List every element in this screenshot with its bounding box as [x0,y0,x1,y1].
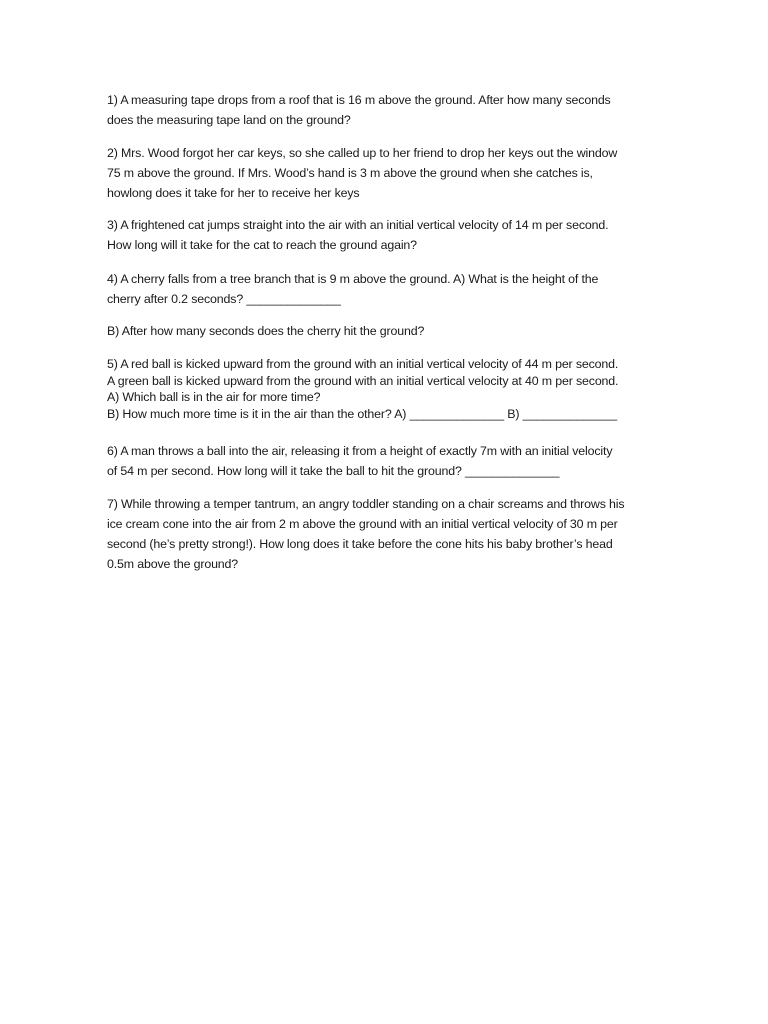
question-line: 2) Mrs. Wood forgot her car keys, so she called up to her friend to drop her keys out the window [107,146,618,160]
question-line: A green ball is kicked upward from the ground with an initial vertical velocity at 40 m per second. [107,373,619,388]
question-line: second (he’s pretty strong!). How long does it take before the cone hits his baby brother’s head [107,537,613,551]
question-7 [107,494,667,574]
question-line: 0.5m above the ground? [107,557,239,571]
question-line: B) After how many seconds does the cherry hit the ground? [107,324,425,338]
question-line: 5) A red ball is kicked upward from the ground with an initial vertical velocity of 44 m per second. [107,357,619,371]
question-line: howlong does it take for her to receive her keys [107,186,360,200]
question-2 [107,143,667,203]
question-line: 6) A man throws a ball into the air, releasing it from a height of exactly 7m with an initial velocity [107,444,613,458]
question-6 [107,441,667,481]
question-3 [107,215,667,255]
question-line: ice cream cone into the air from 2 m above the ground with an initial vertical velocity of 30 m per [107,517,618,531]
question-line: B) How much more time is it in the air than the other? A) ______________ B) ______________ [107,406,617,421]
question-line: does the measuring tape land on the ground? [107,113,351,127]
question-line: 1) A measuring tape drops from a roof that is 16 m above the ground. After how many seconds [107,93,611,107]
question-line: 3) A frightened cat jumps straight into the air with an initial vertical velocity of 14 m per second. [107,218,609,232]
question-4a [107,269,667,309]
question-1 [107,90,667,130]
question-line: 75 m above the ground. If Mrs. Wood’s hand is 3 m above the ground when she catches is, [107,166,593,180]
question-4b [107,321,667,341]
question-line: How long will it take for the cat to reach the ground again? [107,238,417,252]
question-line: cherry after 0.2 seconds? ______________ [107,292,341,306]
question-5 [107,356,667,422]
question-line: 7) While throwing a temper tantrum, an angry toddler standing on a chair screams and throws his [107,497,625,511]
question-line: 4) A cherry falls from a tree branch that is 9 m above the ground. A) What is the height of the [107,272,599,286]
question-line: A) Which ball is in the air for more time? [107,390,321,404]
question-line: of 54 m per second. How long will it take the ball to hit the ground? ______________ [107,464,560,478]
